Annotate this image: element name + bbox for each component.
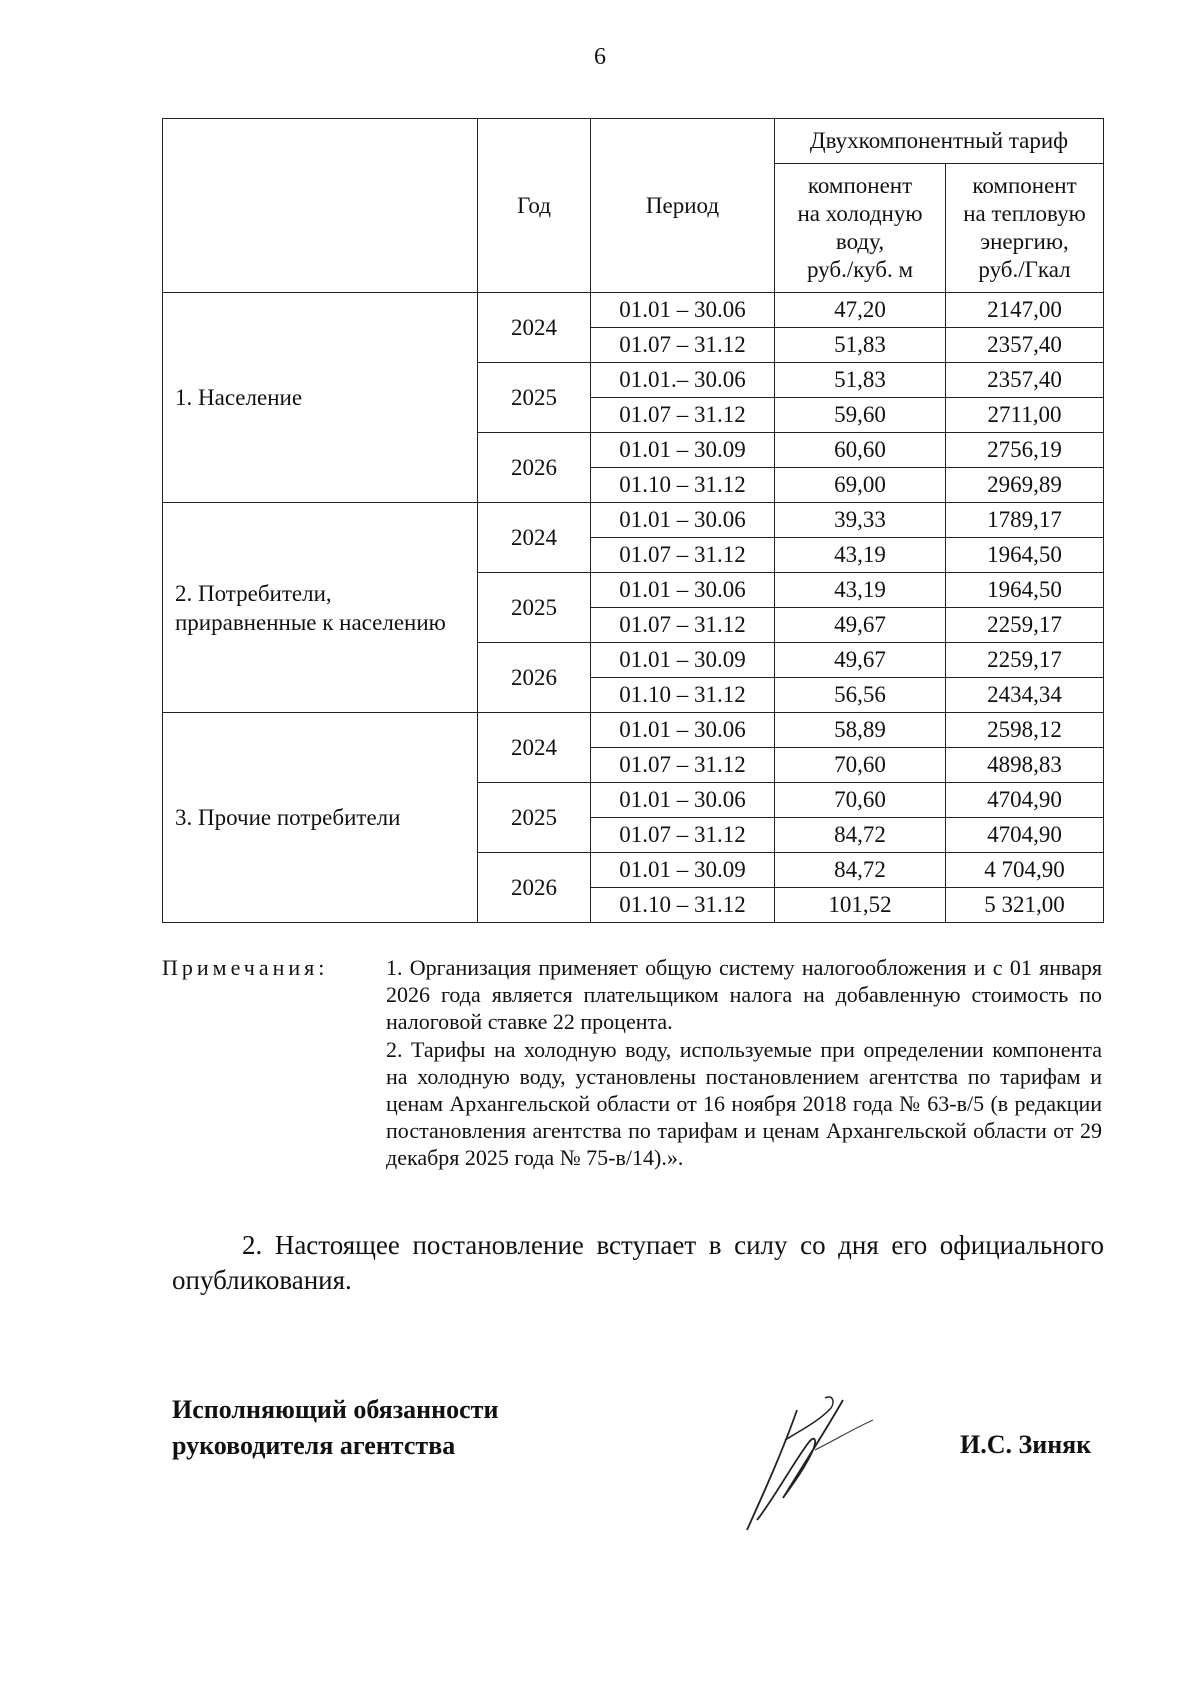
- heat-cell: 2434,34: [946, 678, 1104, 713]
- cold-water-cell: 47,20: [775, 293, 946, 328]
- heat-cell: 2598,12: [946, 713, 1104, 748]
- period-cell: 01.01 – 30.06: [591, 783, 775, 818]
- signatory-name: И.С. Зиняк: [960, 1430, 1092, 1459]
- period-cell: 01.01 – 30.06: [591, 293, 775, 328]
- consumer-group-label: [163, 293, 478, 503]
- heat-cell: 1789,17: [946, 503, 1104, 538]
- period-cell: 01.10 – 31.12: [591, 468, 775, 503]
- heat-cell: 2357,40: [946, 328, 1104, 363]
- table-row: [163, 503, 1104, 538]
- period-cell: 01.01 – 30.06: [591, 503, 775, 538]
- cold-water-cell: 39,33: [775, 503, 946, 538]
- table-row: [163, 293, 1104, 328]
- cold-water-cell: 70,60: [775, 783, 946, 818]
- year-cell: 2024: [478, 503, 591, 573]
- period-cell: 01.07 – 31.12: [591, 538, 775, 573]
- period-cell: 01.01 – 30.09: [591, 853, 775, 888]
- period-cell: 01.01 – 30.06: [591, 713, 775, 748]
- note-2: 2. Тарифы на холодную воду, используемые при определении компонента на холодную воду, установлены постановлением агентства по тарифам и ценам Архангельской области от 16 ноября 2018 года № 63-в/5 (в редакции постановления агентства по тарифам и ценам Архангельской области от 29 декабря 2025 года № 75-в/14).».: [386, 1037, 1102, 1170]
- year-cell: 2025: [478, 783, 591, 853]
- cold-water-cell: 56,56: [775, 678, 946, 713]
- note-1: 1. Организация применяет общую систему налогообложения и с 01 января 2026 года является плательщиком налога на добавленную стоимость по налоговой ставке 22 процента.: [386, 955, 1102, 1034]
- heat-cell: 2756,19: [946, 433, 1104, 468]
- heat-cell: 2259,17: [946, 643, 1104, 678]
- consumer-group-label-line: 1. Население: [175, 385, 303, 410]
- year-cell: 2025: [478, 363, 591, 433]
- heat-cell: 2259,17: [946, 608, 1104, 643]
- cold-water-cell: 84,72: [775, 818, 946, 853]
- cold-water-cell: 101,52: [775, 888, 946, 923]
- period-cell: 01.07 – 31.12: [591, 818, 775, 853]
- header-cold-water-line: компонент: [807, 173, 913, 198]
- header-period: Период: [591, 119, 775, 293]
- header-cold-water-line: руб./куб. м: [806, 257, 914, 282]
- header-heat-line: энергию,: [980, 229, 1069, 254]
- heat-cell: 4898,83: [946, 748, 1104, 783]
- consumer-group-label-line: 2. Потребители,: [175, 580, 332, 606]
- cold-water-cell: 43,19: [775, 538, 946, 573]
- cold-water-cell: 49,67: [775, 608, 946, 643]
- notes-label: Примечания:: [162, 955, 329, 980]
- period-cell: 01.01 – 30.06: [591, 573, 775, 608]
- header-heat: [946, 164, 1104, 293]
- cold-water-cell: 60,60: [775, 433, 946, 468]
- consumer-group-label: [163, 713, 478, 923]
- header-heat-line: компонент: [972, 173, 1077, 198]
- header-cold-water-line: на холодную: [797, 201, 923, 226]
- header-blank: [163, 119, 478, 293]
- cold-water-cell: 51,83: [775, 363, 946, 398]
- header-heat-line: руб./Гкал: [978, 257, 1071, 282]
- year-cell: 2026: [478, 643, 591, 713]
- heat-cell: 1964,50: [946, 538, 1104, 573]
- effective-clause: 2. Настоящее постановление вступает в силу со дня его официального опубликования.: [172, 1230, 1104, 1295]
- heat-cell: 2357,40: [946, 363, 1104, 398]
- cold-water-cell: 51,83: [775, 328, 946, 363]
- heat-cell: 4704,90: [946, 783, 1104, 818]
- period-cell: 01.01 – 30.09: [591, 433, 775, 468]
- signatory-title: [172, 1392, 498, 1464]
- heat-cell: 4704,90: [946, 818, 1104, 853]
- period-cell: 01.01 – 30.09: [591, 643, 775, 678]
- tariff-body: [163, 293, 1104, 923]
- header-cold-water-line: воду,: [835, 229, 885, 254]
- heat-cell: 2711,00: [946, 398, 1104, 433]
- handwritten-signature: [735, 1380, 885, 1540]
- period-cell: 01.10 – 31.12: [591, 678, 775, 713]
- year-cell: 2025: [478, 573, 591, 643]
- heat-cell: 2969,89: [946, 468, 1104, 503]
- cold-water-cell: 59,60: [775, 398, 946, 433]
- header-heat-line: на тепловую: [963, 201, 1086, 226]
- period-cell: 01.01.– 30.06: [591, 363, 775, 398]
- page-number: 6: [594, 44, 606, 70]
- period-cell: 01.10 – 31.12: [591, 888, 775, 923]
- heat-cell: 4 704,90: [946, 853, 1104, 888]
- period-cell: 01.07 – 31.12: [591, 748, 775, 783]
- header-cold-water: [775, 164, 946, 293]
- cold-water-cell: 84,72: [775, 853, 946, 888]
- consumer-group-label-line: приравненные к населению: [175, 609, 446, 635]
- cold-water-cell: 43,19: [775, 573, 946, 608]
- consumer-group-label-line: 3. Прочие потребители: [175, 805, 401, 830]
- year-cell: 2024: [478, 713, 591, 783]
- heat-cell: 1964,50: [946, 573, 1104, 608]
- signatory-title-line-2: руководителя агентства: [172, 1431, 456, 1460]
- header-two-component: Двухкомпонентный тариф: [775, 119, 1104, 164]
- cold-water-cell: 58,89: [775, 713, 946, 748]
- table-row: [163, 713, 1104, 748]
- heat-cell: 5 321,00: [946, 888, 1104, 923]
- tariff-table: [162, 118, 1104, 923]
- cold-water-cell: 69,00: [775, 468, 946, 503]
- heat-cell: 2147,00: [946, 293, 1104, 328]
- cold-water-cell: 70,60: [775, 748, 946, 783]
- year-cell: 2026: [478, 433, 591, 503]
- period-cell: 01.07 – 31.12: [591, 608, 775, 643]
- period-cell: 01.07 – 31.12: [591, 328, 775, 363]
- consumer-group-label: [163, 503, 478, 713]
- period-cell: 01.07 – 31.12: [591, 398, 775, 433]
- cold-water-cell: 49,67: [775, 643, 946, 678]
- year-cell: 2026: [478, 853, 591, 923]
- signatory-title-line-1: Исполняющий обязанности: [172, 1395, 499, 1424]
- header-year: Год: [478, 119, 591, 293]
- year-cell: 2024: [478, 293, 591, 363]
